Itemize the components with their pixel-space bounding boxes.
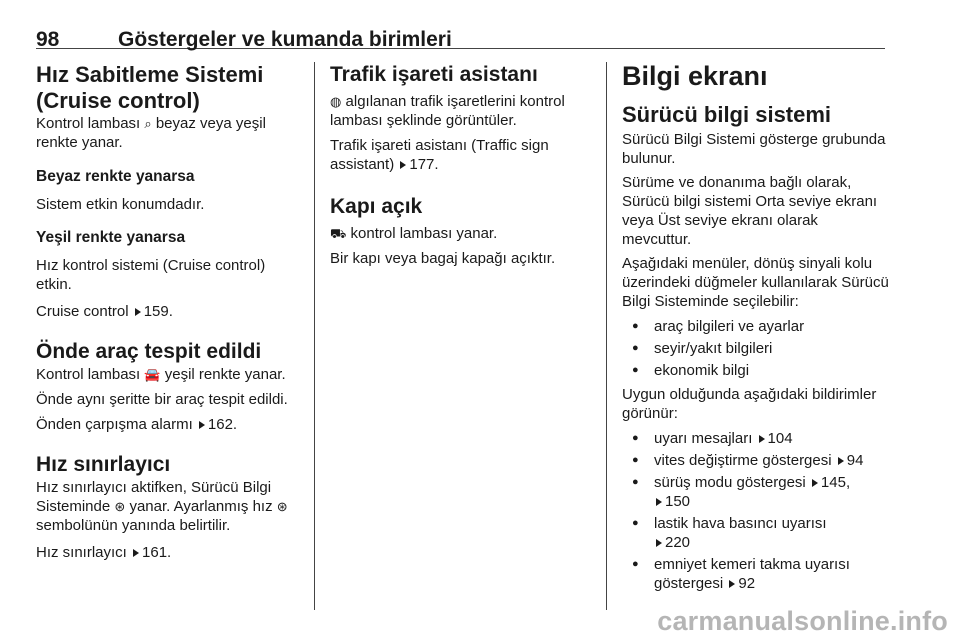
limiter-text: Hız sınırlayıcı aktifken, Sürücü Bilgi Sisteminde ⊛ yanar. Ayarlanmış hız ⊛ sembolünün yanında belirtilir.: [36, 479, 288, 534]
list-item: ● emniyet kemeri takma uyarısı göstergesi 92: [622, 555, 890, 593]
door-open-icon: ⛟: [330, 226, 347, 241]
vehicle-text: Kontrol lambası 🚘 yeşil renkte yanar.: [36, 366, 286, 383]
column-divider: [606, 62, 607, 610]
vehicle-text-2: Önde aynı şeritte bir araç tespit edildi.: [36, 391, 288, 408]
subheading-white: Beyaz renkte yanarsa: [36, 168, 195, 185]
info-paragraph-2: Sürüme ve donanıma bağlı olarak, Sürücü bilgi sistemi Orta seviye ekranı veya Üst seviye ekranı olarak mevcuttur.: [622, 174, 878, 248]
speed-limiter-icon: ⊛: [114, 499, 126, 514]
page-ref-arrow-icon: [759, 435, 765, 443]
page-ref-arrow-icon: [656, 498, 662, 506]
section-title-limiter: Hız sınırlayıcı: [36, 453, 171, 476]
list-item: ● seyir/yakıt bilgileri: [622, 339, 890, 358]
list-item: ● uyarı mesajları 104: [622, 429, 890, 448]
section-title-info: Bilgi ekranı: [622, 61, 768, 91]
cruise-ref: Cruise control 159.: [36, 303, 173, 320]
section-title-door: Kapı açık: [330, 195, 423, 218]
subheading-green: Yeşil renkte yanarsa: [36, 229, 186, 246]
green-text: Hız kontrol sistemi (Cruise control) etkin.: [36, 257, 266, 293]
cruise-intro: Kontrol lambası ⌕ beyaz veya yeşil renkte yanar.: [36, 115, 266, 151]
info-paragraph-1: Sürücü Bilgi Sistemi gösterge grubunda bulunur.: [622, 131, 886, 167]
sign-text: ◍ algılanan trafik işaretlerini kontrol lambası şeklinde görüntüler.: [330, 93, 565, 129]
chapter-title: Göstergeler ve kumanda birimleri: [118, 28, 452, 51]
page-ref-arrow-icon: [838, 457, 844, 465]
notification-list: [622, 429, 890, 593]
list-item: ● lastik hava basıncı uyarısı 220: [622, 514, 890, 552]
column-right: [622, 62, 890, 593]
list-item: ● ekonomik bilgi: [622, 361, 890, 380]
page-ref-arrow-icon: [400, 161, 406, 169]
vehicle-ahead-icon: 🚘: [144, 367, 161, 382]
page-ref-arrow-icon: [133, 549, 139, 557]
list-item: ● vites değiştirme göstergesi 94: [622, 451, 890, 470]
section-title-vehicle: Önde araç tespit edildi: [36, 340, 262, 363]
page-ref-arrow-icon: [135, 308, 141, 316]
cruise-control-icon: ⌕: [144, 116, 152, 131]
page-number: 98: [36, 28, 60, 51]
page-ref-arrow-icon: [729, 580, 735, 588]
speed-limiter-icon: ⊛: [276, 499, 288, 514]
list-item: ● sürüş modu göstergesi 145, 150: [622, 473, 890, 511]
column-left: [36, 62, 301, 562]
page-ref-arrow-icon: [199, 421, 205, 429]
white-text: Sistem etkin konumdadır.: [36, 196, 205, 213]
door-text-2: Bir kapı veya bagaj kapağı açıktır.: [330, 250, 556, 267]
page-ref-arrow-icon: [812, 479, 818, 487]
door-text: ⛟ kontrol lambası yanar.: [330, 225, 498, 242]
collision-ref: Önden çarpışma alarmı 162.: [36, 416, 238, 433]
info-paragraph-4: Uygun olduğunda aşağıdaki bildirimler görünür:: [622, 386, 877, 422]
section-title-sign: Trafik işareti asistanı: [330, 63, 538, 86]
list-item: ● araç bilgileri ve ayarlar: [622, 317, 890, 336]
menu-list: [622, 317, 890, 380]
page-ref-arrow-icon: [656, 539, 662, 547]
traffic-sign-icon: ◍: [330, 94, 342, 109]
limiter-ref: Hız sınırlayıcı 161.: [36, 544, 172, 561]
sign-ref: Trafik işareti asistanı (Traffic sign assistant) 177.: [330, 137, 549, 173]
watermark: carmanualsonline.info: [657, 606, 948, 636]
page-header: [36, 8, 885, 49]
section-title-cruise: Hız Sabitleme Sistemi (Cruise control): [36, 62, 264, 113]
info-paragraph-3: Aşağıdaki menüler, dönüş sinyali kolu üzerindeki düğmeler kullanılarak Sürücü Bilgi Sisteminde seçilebilir:: [622, 255, 889, 310]
column-divider: [314, 62, 315, 610]
column-middle: [330, 62, 595, 268]
subsection-title-dis: Sürücü bilgi sistemi: [622, 102, 832, 127]
